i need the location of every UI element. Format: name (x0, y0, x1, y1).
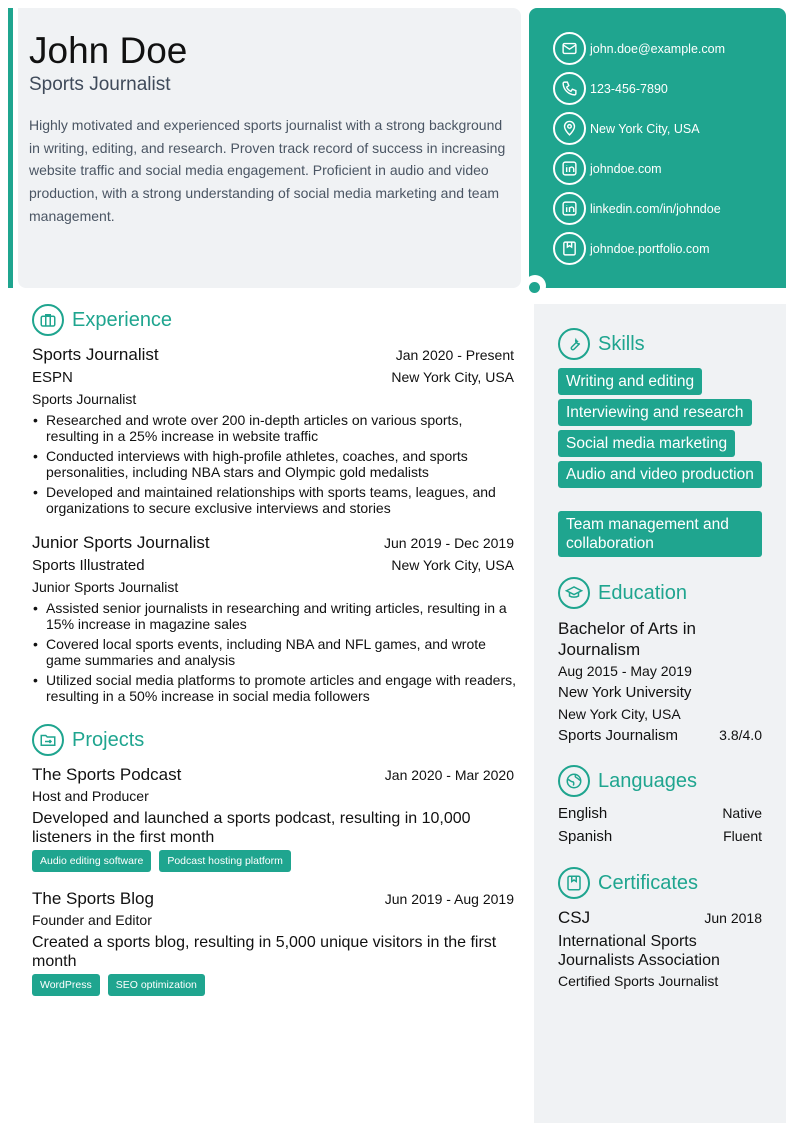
job-1-company-row (32, 369, 514, 386)
graduation-cap-icon (558, 577, 590, 609)
language-name: English (558, 805, 608, 822)
job-2-position: Junior Sports Journalist (32, 579, 179, 595)
contact-email[interactable] (553, 32, 725, 65)
job-2-header (32, 533, 514, 553)
candidate-name: John Doe (29, 30, 188, 71)
languages-heading (558, 765, 697, 797)
globe-icon (558, 765, 590, 797)
language-level: Native (722, 805, 762, 821)
folder-icon (32, 724, 64, 756)
job-1-position-row (32, 391, 136, 407)
project-1-tags (32, 850, 291, 872)
project-1-description: Developed and launched a sports podcast, resulting in 10,000 listeners in the first month (32, 810, 471, 846)
job-2-date: Jun 2019 - Dec 2019 (384, 535, 514, 551)
education-field: Sports Journalism (558, 727, 679, 744)
job-2-company-row (32, 557, 514, 574)
job-1-date: Jan 2020 - Present (395, 347, 514, 363)
list-item: • Covered local sports events, including NBA and NFL games, and wrote game summaries and analysis (32, 636, 518, 668)
project-1-role-row (32, 788, 149, 804)
contact-portfolio-text: johndoe.portfolio.com (590, 241, 710, 256)
list-item: • Developed and maintained relationships with sports teams, leagues, and organizations to secure exclusive interviews and stories (32, 484, 518, 516)
certificate-header (558, 908, 762, 928)
certificate-icon (558, 867, 590, 899)
tag: Audio editing software (32, 850, 151, 872)
certificate-name: CSJ (558, 908, 591, 927)
job-2-title: Junior Sports Journalist (32, 533, 210, 552)
header-accent-bar (8, 8, 13, 288)
briefcase-icon (32, 304, 64, 336)
contact-email-text: john.doe@example.com (590, 41, 725, 56)
certificates-title: Certificates (598, 871, 699, 894)
contact-location-text: New York City, USA (590, 121, 700, 136)
education-heading (558, 577, 687, 609)
certificate-date: Jun 2018 (704, 910, 762, 926)
location-icon (553, 112, 586, 145)
skill-tag: Social media marketing (558, 430, 735, 457)
language-row (558, 828, 762, 845)
contact-linkedin[interactable] (553, 192, 721, 225)
contact-website-text: johndoe.com (590, 161, 662, 176)
contact-website[interactable] (553, 152, 662, 185)
job-1-title: Sports Journalist (32, 345, 159, 364)
job-1-location: New York City, USA (391, 369, 514, 385)
contact-phone[interactable] (553, 72, 668, 105)
email-icon (553, 32, 586, 65)
summary: Highly motivated and experienced sports journalist with a strong background in writing, editing, and research. Proven track record of success in increasing website traffic and social media engagement. Proficient in audio and video production, with a strong understanding of social media marketing and team management. (29, 117, 506, 224)
list-item: • Utilized social media platforms to promote articles and engage with readers, resulting in a 50% increase in social media followers (32, 672, 518, 704)
job-2-company: Sports Illustrated (32, 557, 145, 574)
education-school: New York University (558, 684, 692, 701)
education-degree: Bachelor of Arts in Journalism (558, 619, 696, 659)
project-1-header (32, 765, 514, 785)
tag: Podcast hosting platform (159, 850, 291, 872)
experience-heading (32, 304, 172, 336)
education-field-row (558, 727, 762, 744)
portfolio-icon (553, 232, 586, 265)
experience-title: Experience (72, 308, 173, 331)
job-2-location: New York City, USA (391, 557, 514, 573)
education-location: New York City, USA (558, 706, 681, 722)
skill-tag: Interviewing and research (558, 399, 752, 426)
job-1-bullets (32, 412, 518, 520)
list-item: • Researched and wrote over 200 in-depth articles on various sports, resulting in a 25% increase in website traffic (32, 412, 518, 444)
linkedin-icon (553, 152, 586, 185)
list-item: • Assisted senior journalists in researching and writing articles, resulting in a 15% increase in magazine sales (32, 600, 518, 632)
project-1-title: The Sports Podcast (32, 765, 182, 784)
languages-title: Languages (598, 769, 697, 792)
contact-portfolio[interactable] (553, 232, 710, 265)
language-level: Fluent (723, 828, 762, 844)
candidate-role: Sports Journalist (29, 74, 171, 95)
project-2-role: Founder and Editor (32, 912, 152, 928)
language-name: Spanish (558, 828, 613, 845)
education-date: Aug 2015 - May 2019 (558, 663, 692, 679)
header-notch-dot (529, 282, 540, 293)
certificate-issuer: International Sports Journalists Association (558, 933, 720, 969)
contact-panel (529, 8, 786, 288)
project-2-header (32, 889, 514, 909)
job-1-header (32, 345, 514, 365)
job-1-position: Sports Journalist (32, 391, 137, 407)
header-panel (18, 8, 521, 288)
education-title: Education (598, 581, 687, 604)
projects-title: Projects (72, 728, 145, 751)
project-2-title: The Sports Blog (32, 889, 154, 908)
tag: WordPress (32, 974, 100, 996)
linkedin-icon (553, 192, 586, 225)
job-2-position-row (32, 579, 178, 595)
project-2-date: Jun 2019 - Aug 2019 (384, 891, 514, 907)
language-row (558, 805, 762, 822)
education-gpa: 3.8/4.0 (719, 727, 762, 743)
contact-location[interactable] (553, 112, 700, 145)
wrench-icon (558, 328, 590, 360)
skill-tag: Team management and collaboration (558, 511, 762, 557)
skills-title: Skills (598, 332, 645, 355)
skill-tag: Audio and video production (558, 461, 762, 488)
contact-linkedin-text: linkedin.com/in/johndoe (590, 201, 721, 216)
job-1-company: ESPN (32, 369, 73, 386)
skills-heading (558, 328, 645, 360)
job-2-bullets (32, 600, 518, 708)
phone-icon (553, 72, 586, 105)
project-1-role: Host and Producer (32, 788, 149, 804)
certificates-heading (558, 867, 698, 899)
project-1-date: Jan 2020 - Mar 2020 (384, 767, 514, 783)
tag: SEO optimization (108, 974, 205, 996)
certificate-title: Certified Sports Journalist (558, 973, 719, 989)
project-2-description: Created a sports blog, resulting in 5,000 unique visitors in the first month (32, 934, 497, 970)
project-2-tags (32, 974, 205, 996)
project-2-role-row (32, 912, 152, 928)
contact-phone-text: 123-456-7890 (590, 81, 668, 96)
list-item: • Conducted interviews with high-profile athletes, coaches, and sports personalities, including NBA stars and Olympic gold medalists (32, 448, 518, 480)
projects-heading (32, 724, 144, 756)
skill-tag: Writing and editing (558, 368, 702, 395)
